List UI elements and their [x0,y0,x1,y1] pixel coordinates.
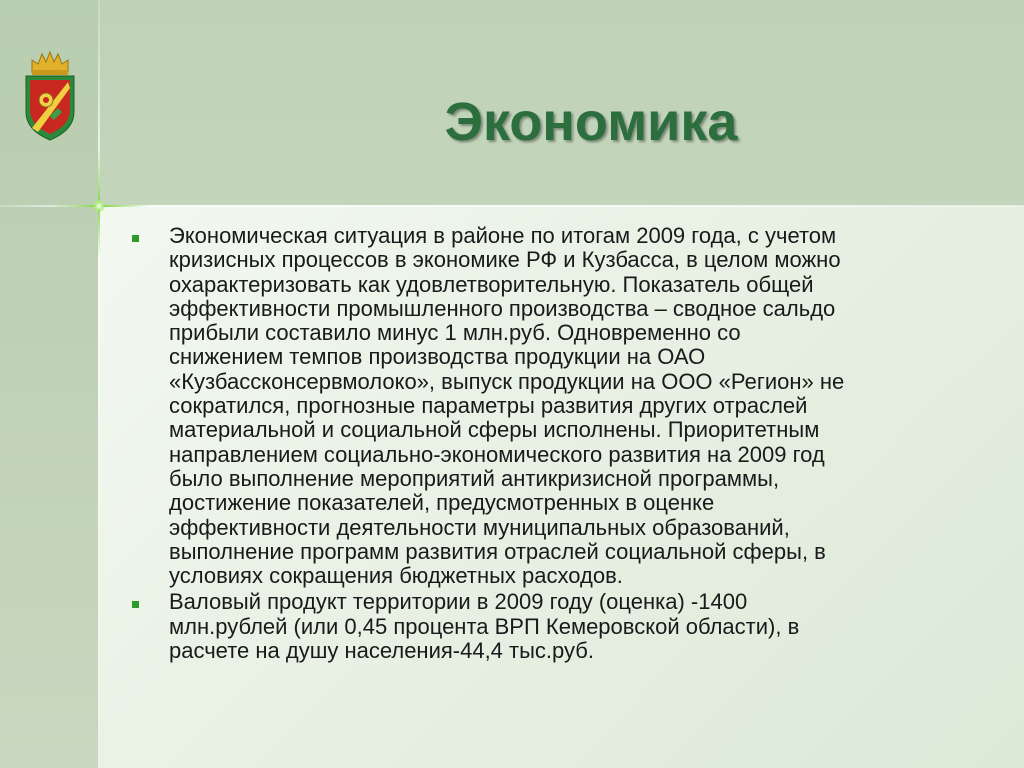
bullet-text: Валовый продукт территории в 2009 году (оценка) -1400 млн.рублей (или 0,45 процента ВРП Кемеровской области), в расчете на душу населения-44,4 тыс.руб. [169,589,800,664]
bullet-list [128,224,968,665]
bullet-item [128,224,968,588]
coat-of-arms-icon [20,50,80,142]
bullet-item [128,590,968,663]
bullet-text: Экономическая ситуация в районе по итогам 2009 года, с учетом кризисных процессов в экономике РФ и Кузбасса, в целом можно охарактеризовать как удовлетворительную. Показатель общей эффективности промышленного производства – сводное сальдо прибыли составило минус 1 млн.руб. Одновременно со снижением темпов производства продукции на ОАО «Кузбассконсервмолоко», выпуск продукции на ООО «Регион» не сократился, прогнозные параметры развития других отраслей материальной и социальной сферы исполнены. Приоритетным направлением социально-экономического развития на 2009 год было выполнение мероприятий антикризисной программы, достижение показателей, предусмотренных в оценке эффективности деятельности муниципальных образований, выполнение программ развития отраслей социальной сферы, в условиях сокращения бюджетных расходов. [169,223,845,589]
bullet-square-icon [132,235,139,242]
horizontal-divider [0,205,1024,207]
slide-title: Экономика [444,92,738,152]
sparkle-core [93,200,105,212]
bullet-square-icon [132,601,139,608]
